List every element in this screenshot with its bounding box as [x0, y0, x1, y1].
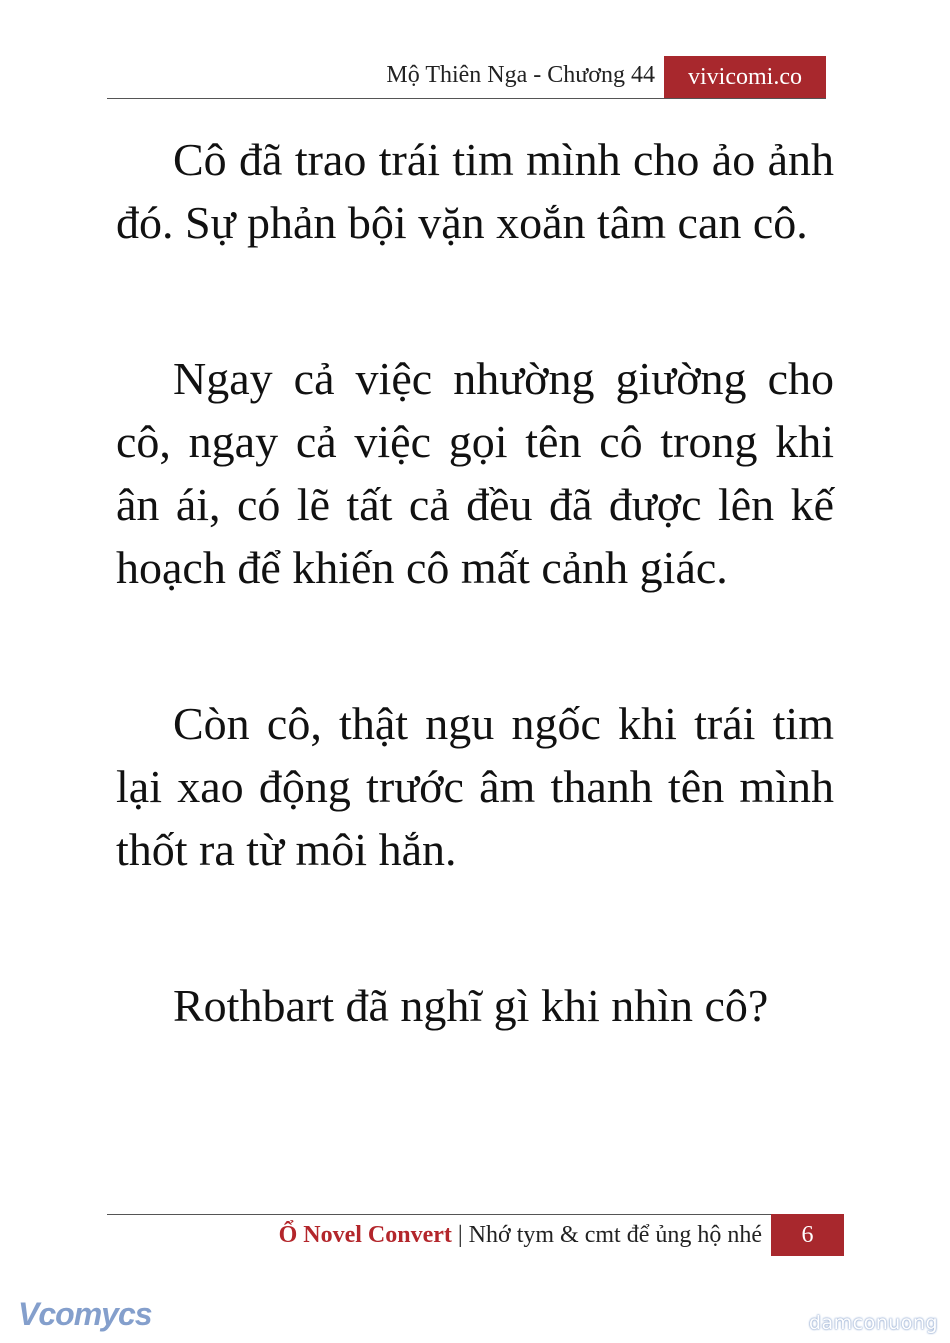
watermark-text: damconuong: [808, 1312, 938, 1334]
chapter-title: Mộ Thiên Nga - Chương 44: [386, 62, 655, 88]
footer-credit: [279, 1222, 762, 1249]
footer-divider: [107, 1214, 771, 1215]
header-divider: [107, 98, 826, 99]
footer-brand: Ổ Novel Convert: [278, 1222, 452, 1248]
vcomycs-logo: Vcomycs: [18, 1296, 152, 1332]
story-text: [116, 128, 834, 1037]
page-number: 6: [771, 1214, 844, 1256]
paragraph: Ngay cả việc nhường giường cho cô, ngay cả việc gọi tên cô trong khi ân ái, có lẽ tất cả đều đã được lên kế hoạch để khiến cô mất cảnh giác.: [116, 353, 834, 593]
site-badge: vivicomi.co: [664, 56, 826, 98]
paragraph: Rothbart đã nghĩ gì khi nhìn cô?: [173, 980, 769, 1031]
paragraph: Còn cô, thật ngu ngốc khi trái tim lại xao động trước âm thanh tên mình thốt ra từ môi hắn.: [116, 698, 834, 875]
footer-message: Nhớ tym & cmt để ủng hộ nhé: [468, 1222, 762, 1248]
footer-separator: |: [451, 1222, 469, 1248]
paragraph: Cô đã trao trái tim mình cho ảo ảnh đó. Sự phản bội vặn xoắn tâm can cô.: [116, 134, 834, 248]
